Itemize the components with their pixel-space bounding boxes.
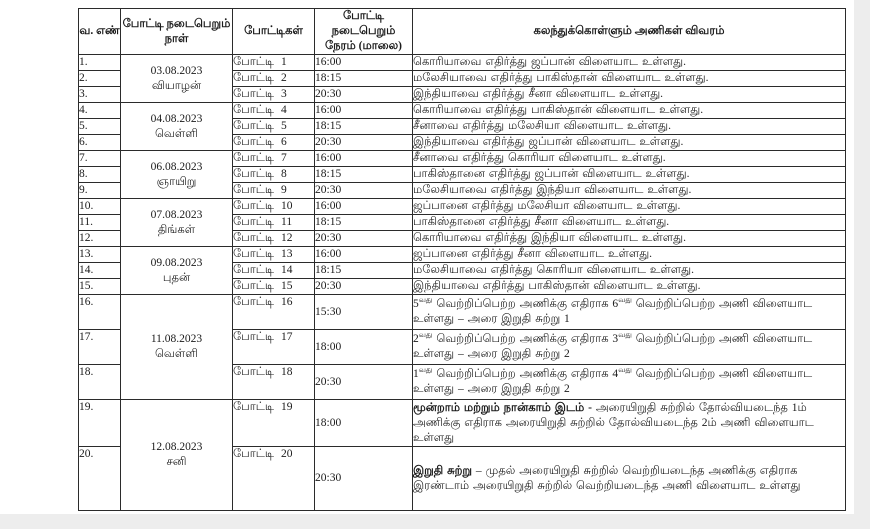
match-label: போட்டி [233,296,275,308]
match-number: 8 [281,168,287,180]
match-number: 6 [281,136,287,148]
match-number: 19 [281,401,293,413]
serial-cell: 20. [79,447,121,511]
table-row [79,295,846,330]
day-text: புதன் [162,271,191,284]
table-row [79,103,846,119]
time-cell: 16:00 [315,247,413,263]
match-label: போட்டி [233,136,275,148]
serial-cell: 8. [79,167,121,183]
teams-desc-cell: $2^{வது}$ வெற்றிப்பெற்ற அணிக்கு எதிராக $3^{வது}$ வெற்றிப்பெற்ற அணி விளையாட உள்ளது – அரை இறுதி சுற்று 2 [413,330,846,365]
time-cell: 18:15 [315,119,413,135]
match-label: போட்டி [233,280,275,292]
table-row [79,247,846,263]
serial-cell: 3. [79,87,121,103]
match-cell [233,119,315,135]
teams-desc-cell: மலேசியாவை எதிர்த்து இந்தியா விளையாட உள்ளது. [413,183,846,199]
match-cell [233,55,315,71]
match-cell [233,330,315,365]
match-label: போட்டி [233,72,275,84]
table-row [79,151,846,167]
time-cell: 20:30 [315,231,413,247]
match-label: போட்டி [233,331,275,343]
match-cell [233,87,315,103]
match-number: 18 [281,366,293,378]
teams-desc-cell: மலேசியாவை எதிர்த்து கொரியா விளையாட உள்ளது. [413,263,846,279]
date-text: 07.08.2023 [150,208,203,221]
match-cell [233,400,315,447]
match-cell [233,151,315,167]
header-teams: கலந்துக்கொள்ளும் அணிகள் விவரம் [413,9,846,55]
date-text: 06.08.2023 [150,160,203,173]
date-cell [121,151,233,199]
match-label: போட்டி [233,232,275,244]
time-cell: 20:30 [315,135,413,151]
serial-cell: 12. [79,231,121,247]
match-label: போட்டி [233,184,275,196]
date-cell [121,247,233,295]
match-number: 13 [281,248,293,260]
teams-desc-cell: இந்தியாவை எதிர்த்து பாகிஸ்தான் விளையாட உள்ளது. [413,279,846,295]
day-text: வியாழன் [151,79,202,92]
date-cell [121,400,233,511]
time-cell: 16:00 [315,151,413,167]
time-cell: 15:30 [315,295,413,330]
match-cell [233,103,315,119]
match-label: போட்டி [233,168,275,180]
match-cell [233,183,315,199]
serial-cell: 14. [79,263,121,279]
serial-cell: 7. [79,151,121,167]
match-cell [233,263,315,279]
match-label: போட்டி [233,264,275,276]
serial-cell: 1. [79,55,121,71]
day-text: வெள்ளி [154,348,199,360]
serial-cell: 15. [79,279,121,295]
time-cell: 20:30 [315,365,413,400]
match-cell [233,447,315,511]
match-cell [233,247,315,263]
match-label: போட்டி [233,448,275,460]
date-text: 03.08.2023 [150,64,203,77]
serial-cell: 5. [79,119,121,135]
match-number: 15 [281,280,293,292]
time-cell: 20:30 [315,183,413,199]
match-label: போட்டி [233,104,275,116]
teams-desc-cell: பாகிஸ்தானை எதிர்த்து ஜப்பான் விளையாட உள்ளது. [413,167,846,183]
teams-desc-cell: சீனாவை எதிர்த்து மலேசியா விளையாட உள்ளது. [413,119,846,135]
match-cell [233,365,315,400]
match-cell [233,231,315,247]
teams-desc-cell: மலேசியாவை எதிர்த்து பாகிஸ்தான் விளையாட உள்ளது. [413,71,846,87]
teams-desc-cell: ஜப்பானை எதிர்த்து சீனா விளையாட உள்ளது. [413,247,846,263]
match-number: 20 [281,448,293,460]
time-cell: 16:00 [315,199,413,215]
match-number: 1 [281,56,287,68]
table-row [79,199,846,215]
match-label: போட்டி [233,366,275,378]
serial-cell: 6. [79,135,121,151]
time-cell: 16:00 [315,55,413,71]
header-date: போட்டி நடைபெறும் நாள் [121,9,233,55]
table-row [79,55,846,71]
date-cell [121,55,233,103]
match-label: போட்டி [233,401,275,413]
match-number: 9 [281,184,287,196]
date-text: 12.08.2023 [150,441,203,453]
serial-cell: 9. [79,183,121,199]
table-row [79,400,846,447]
match-label: போட்டி [233,56,275,68]
match-number: 10 [281,200,293,212]
serial-cell: 16. [79,295,121,330]
match-number: 14 [281,264,293,276]
time-cell: 20:30 [315,447,413,511]
match-label: போட்டி [233,88,275,100]
match-label: போட்டி [233,248,275,260]
header-time: போட்டி நடைபெறும் நேரம் (மாலை) [315,9,413,55]
date-cell [121,295,233,400]
time-cell: 18:15 [315,215,413,231]
time-cell: 18:00 [315,330,413,365]
match-label: போட்டி [233,200,275,212]
time-cell: 18:00 [315,400,413,447]
match-cell [233,71,315,87]
day-text: சனி [166,456,187,468]
match-number: 11 [281,216,293,228]
match-number: 4 [281,104,287,116]
date-text: 04.08.2023 [150,112,203,125]
date-text: 09.08.2023 [150,256,203,269]
teams-desc-cell: மூன்றாம் மற்றும் நான்காம் இடம் - அரையிறுதி சுற்றில் தோல்வியடைந்த 1ம் அணிக்கு எதிராக அரையிறுதி சுற்றில் தோல்வியடைந்த 2ம் அணி விளையாட உள்ளது [413,400,846,447]
time-cell: 18:15 [315,263,413,279]
match-label: போட்டி [233,152,275,164]
time-cell: 16:00 [315,103,413,119]
match-number: 16 [281,296,293,308]
time-cell: 20:30 [315,279,413,295]
match-number: 5 [281,120,287,132]
teams-desc-cell: இந்தியாவை எதிர்த்து சீனா விளையாட உள்ளது. [413,87,846,103]
teams-desc-cell: சீனாவை எதிர்த்து கொரியா விளையாட உள்ளது. [413,151,846,167]
teams-desc-cell: கொரியாவை எதிர்த்து பாகிஸ்தான் விளையாட உள்ளது. [413,103,846,119]
date-cell [121,103,233,151]
match-cell [233,135,315,151]
match-cell [233,279,315,295]
match-label: போட்டி [233,120,275,132]
match-cell [233,215,315,231]
match-number: 3 [281,88,287,100]
time-cell: 18:15 [315,167,413,183]
match-label: போட்டி [233,216,275,228]
serial-cell: 17. [79,330,121,365]
match-cell [233,167,315,183]
serial-cell: 19. [79,400,121,447]
serial-cell: 10. [79,199,121,215]
teams-desc-cell: இந்தியாவை எதிர்த்து ஜப்பான் விளையாட உள்ளது. [413,135,846,151]
match-number: 7 [281,152,287,164]
serial-cell: 13. [79,247,121,263]
serial-cell: 4. [79,103,121,119]
photo-edge-right [854,0,870,529]
time-cell: 18:15 [315,71,413,87]
teams-desc-cell: கொரியாவை எதிர்த்து இந்தியா விளையாட உள்ளது. [413,231,846,247]
date-text: 11.08.2023 [150,333,203,345]
header-serial: வ. எண் [79,9,121,55]
match-cell [233,199,315,215]
time-cell: 20:30 [315,87,413,103]
match-schedule-table [78,8,846,511]
serial-cell: 11. [79,215,121,231]
header-row [79,9,846,55]
day-text: வெள்ளி [154,127,199,140]
match-cell [233,295,315,330]
serial-cell: 18. [79,365,121,400]
teams-desc-cell: பாகிஸ்தானை எதிர்த்து சீனா விளையாட உள்ளது. [413,215,846,231]
teams-desc-cell: ஜப்பானை எதிர்த்து மலேசியா விளையாட உள்ளது. [413,199,846,215]
match-number: 12 [281,232,293,244]
day-text: திங்கள் [157,223,196,236]
header-match: போட்டிகள் [233,9,315,55]
photo-edge-bottom [0,514,870,529]
day-text: ஞாயிறு [156,175,197,188]
teams-desc-cell: இறுதி சுற்று – முதல் அரையிறுதி சுற்றில் வெற்றியடைந்த அணிக்கு எதிராக இரண்டாம் அரையிறுதி சுற்றில் வெற்றியடைந்த அணி விளையாட உள்ளது [413,447,846,511]
teams-desc-cell: கொரியாவை எதிர்த்து ஜப்பான் விளையாட உள்ளது. [413,55,846,71]
serial-cell: 2. [79,71,121,87]
teams-desc-cell: $1^{வது}$ வெற்றிப்பெற்ற அணிக்கு எதிராக $4^{வது}$ வெற்றிப்பெற்ற அணி விளையாட உள்ளது – அரை இறுதி சுற்று 2 [413,365,846,400]
teams-desc-cell: $5^{வது}$ வெற்றிப்பெற்ற அணிக்கு எதிராக $6^{வது}$ வெற்றிப்பெற்ற அணி விளையாட உள்ளது – அரை இறுதி சுற்று 1 [413,295,846,330]
date-cell [121,199,233,247]
match-number: 2 [281,72,287,84]
match-number: 17 [281,331,293,343]
